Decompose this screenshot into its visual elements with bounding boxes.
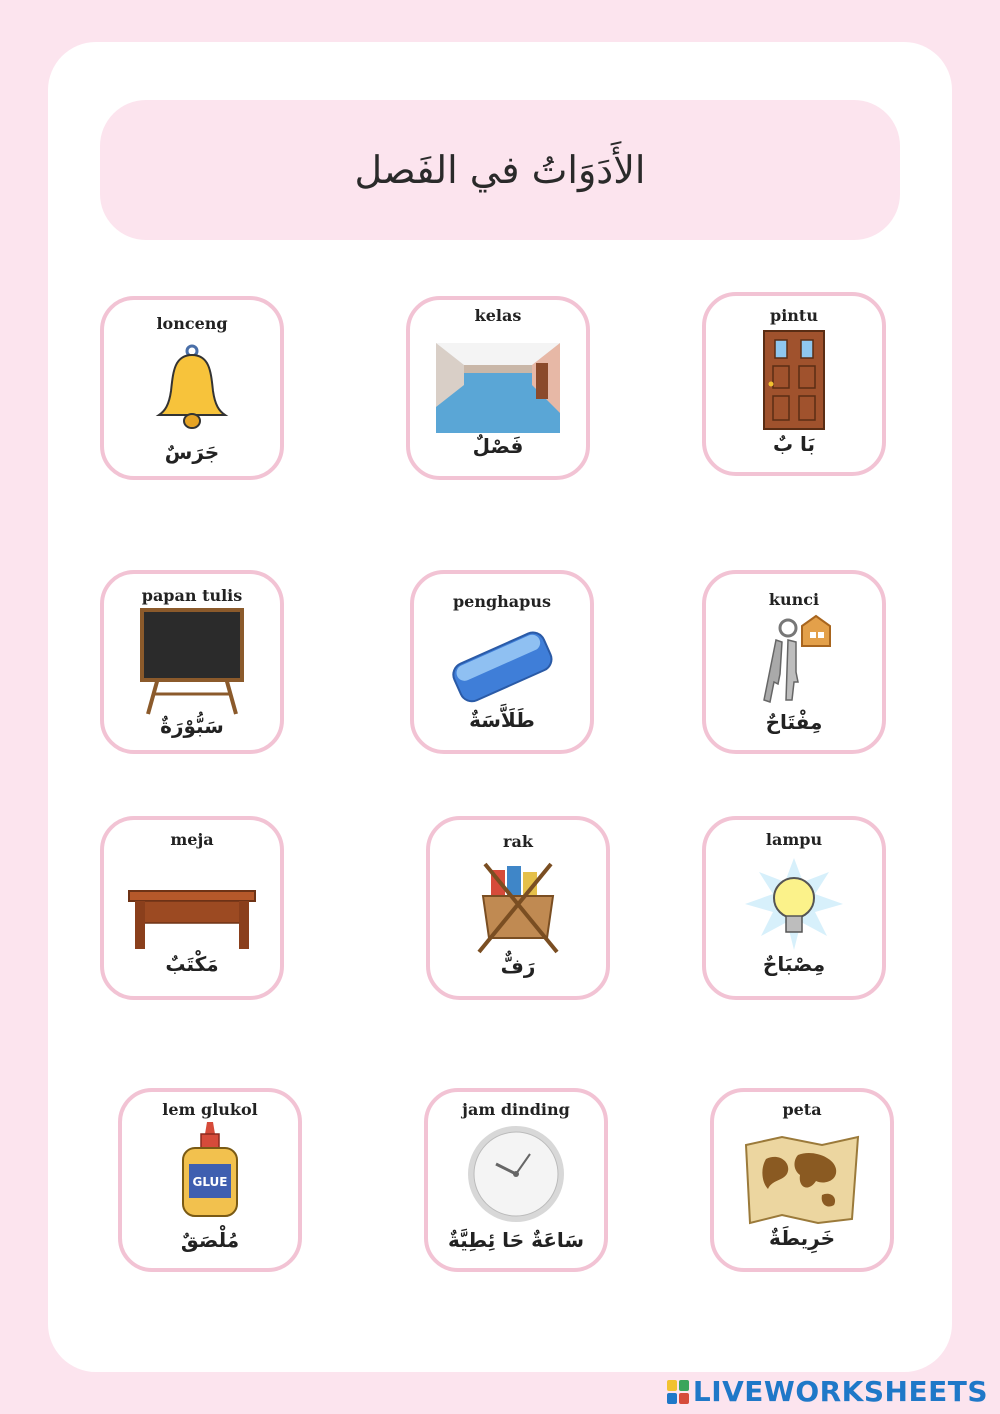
- card-arabic-word: مَكْتَبٌ: [165, 952, 219, 976]
- card-latin-word: jam dinding: [462, 1100, 570, 1119]
- vocab-card-clock: [424, 1088, 608, 1272]
- glue-label-text: GLUE: [192, 1175, 228, 1189]
- bell-icon: [127, 340, 257, 436]
- card-arabic-word: جَرَسٌ: [164, 440, 220, 464]
- card-arabic-word: سَبُّوْرَةٌ: [160, 714, 224, 738]
- card-latin-word: papan tulis: [141, 586, 243, 605]
- card-latin-word: meja: [170, 830, 214, 849]
- magazine-rack-icon: [453, 860, 583, 956]
- card-latin-word: lem glukol: [162, 1100, 258, 1119]
- card-arabic-word: رَفٌّ: [500, 954, 536, 978]
- title-banner: [100, 100, 900, 240]
- vocab-card-map: [710, 1088, 894, 1272]
- lightbulb-icon: [729, 856, 859, 952]
- brand-name: LIVEWORKSHEETS: [692, 1375, 988, 1408]
- card-arabic-word: مِصْبَاحٌ: [762, 952, 826, 976]
- liveworksheets-logo-icon: [667, 1380, 689, 1404]
- liveworksheets-logo[interactable]: [667, 1375, 988, 1408]
- card-latin-word: rak: [503, 832, 533, 851]
- card-latin-word: kunci: [768, 590, 820, 609]
- door-icon: [729, 332, 859, 428]
- card-arabic-word: طَلَاَّسَةٌ: [469, 708, 535, 732]
- vocab-card-keys: [702, 570, 886, 754]
- card-latin-word: lonceng: [156, 314, 228, 333]
- card-latin-word: peta: [782, 1100, 822, 1119]
- vocab-card-blackboard: [100, 570, 284, 754]
- card-arabic-word: بَا بٌ: [772, 432, 816, 456]
- vocab-card-glue: [118, 1088, 302, 1272]
- card-arabic-word: مُلْصَقٌ: [180, 1228, 240, 1252]
- blackboard-icon: [127, 614, 257, 710]
- card-latin-word: lampu: [765, 830, 823, 849]
- card-arabic-word: فَصْلٌ: [472, 434, 524, 458]
- map-icon: [737, 1132, 867, 1228]
- keys-icon: [729, 612, 859, 708]
- vocab-card-classroom: [406, 296, 590, 480]
- eraser-icon: [437, 618, 567, 714]
- vocab-card-rack: [426, 816, 610, 1000]
- card-arabic-word: مِفْتَاحٌ: [765, 710, 823, 734]
- wall-clock-icon: [451, 1126, 581, 1222]
- classroom-image: [433, 340, 563, 436]
- glue-icon: [145, 1122, 275, 1218]
- card-latin-word: pintu: [770, 306, 818, 325]
- vocab-card-lamp: [702, 816, 886, 1000]
- card-arabic-word: خَرِيطَةٌ: [769, 1226, 835, 1250]
- vocab-card-door: [702, 292, 886, 476]
- vocab-card-eraser: [410, 570, 594, 754]
- card-latin-word: kelas: [474, 306, 522, 325]
- card-latin-word: penghapus: [452, 592, 551, 611]
- card-arabic-word: سَاعَةٌ حَا ئِطِيَّةٌ: [447, 1228, 585, 1252]
- vocab-card-desk: [100, 816, 284, 1000]
- vocab-card-bell: [100, 296, 284, 480]
- page-title: الأَدَوَاتُ في الفَصل: [354, 148, 646, 192]
